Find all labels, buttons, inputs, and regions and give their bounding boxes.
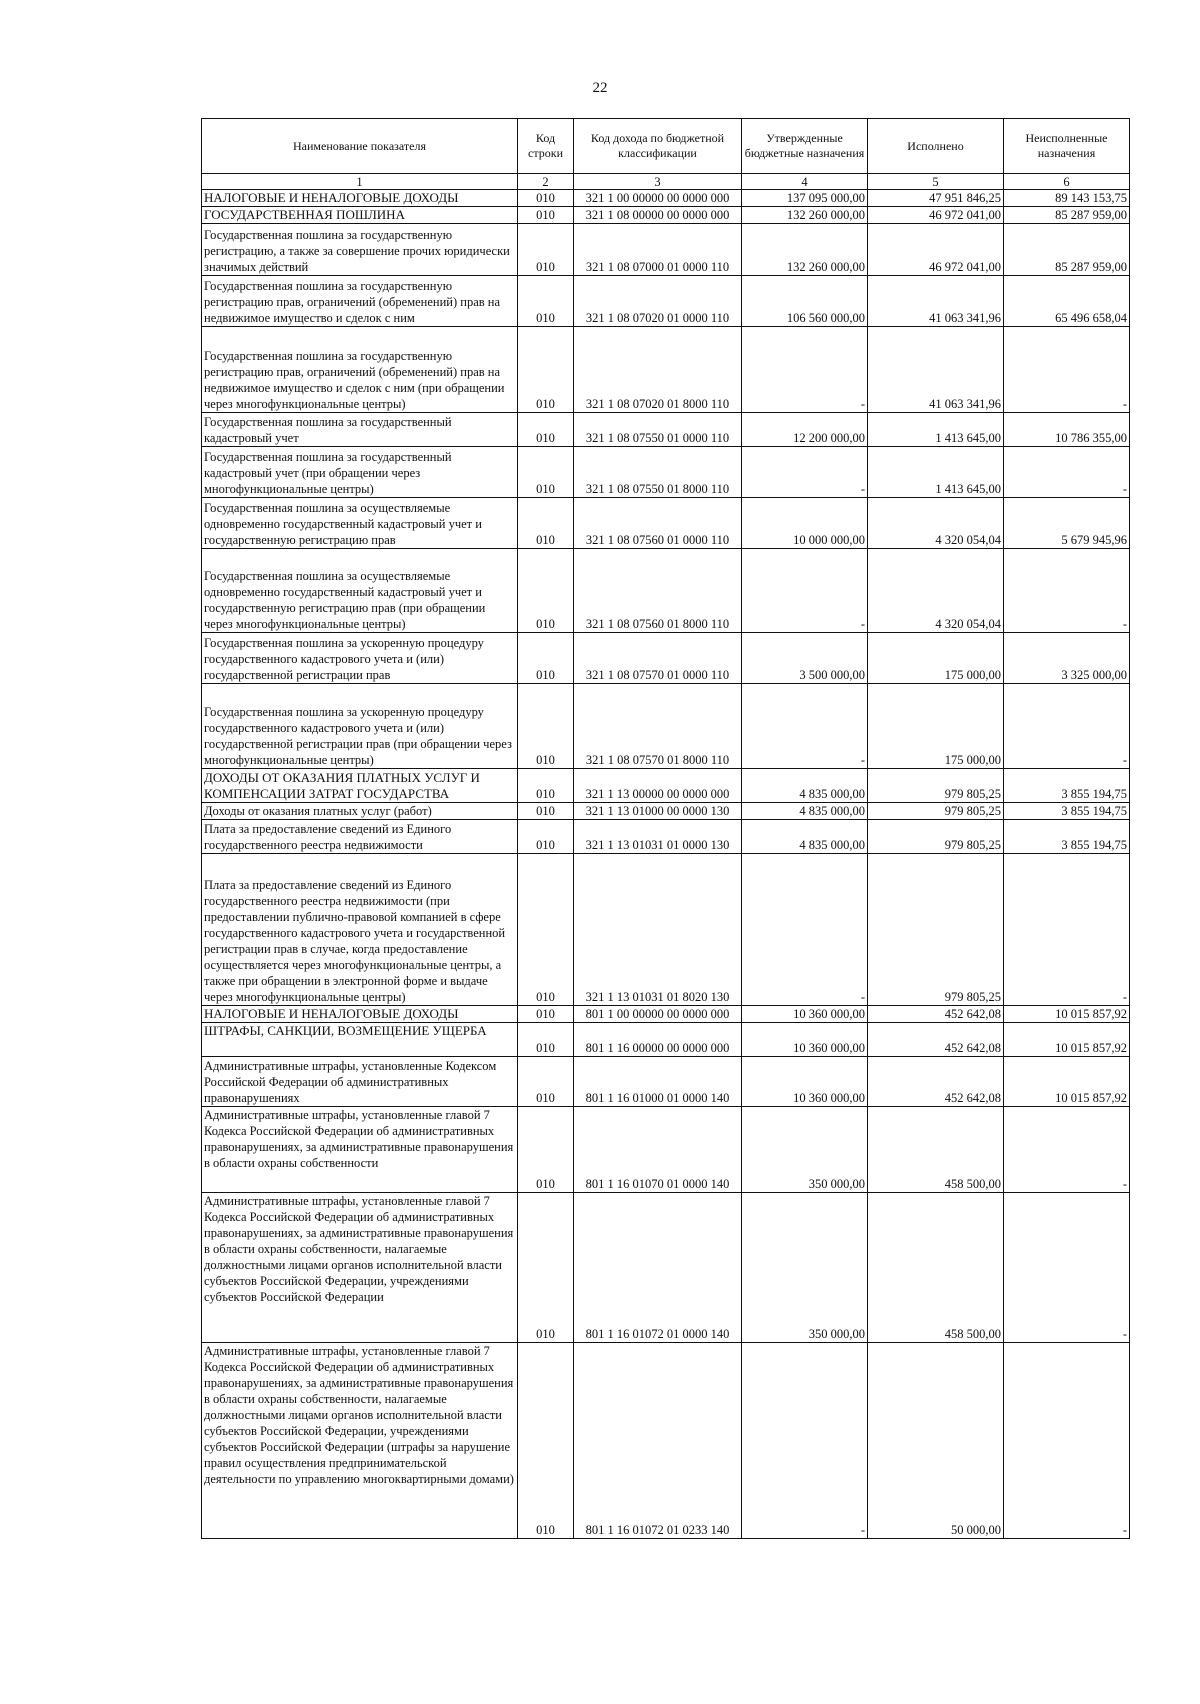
- row-line-code: 010: [518, 447, 574, 498]
- row-name: НАЛОГОВЫЕ И НЕНАЛОГОВЫЕ ДОХОДЫ: [202, 190, 518, 207]
- row-approved: 10 360 000,00: [742, 1006, 868, 1023]
- header-line-code: Код строки: [518, 119, 574, 174]
- row-name: Административные штрафы, установленные главой 7 Кодекса Российской Федерации об административных правонарушениях, за административные правонарушения в области охраны собственности: [202, 1107, 518, 1193]
- table-row: [202, 854, 1130, 1006]
- row-classification-code: 321 1 08 07000 01 0000 110: [574, 224, 742, 276]
- row-approved: 132 260 000,00: [742, 224, 868, 276]
- row-line-code: 010: [518, 276, 574, 327]
- row-name: Государственная пошлина за осуществляемые одновременно государственный кадастровый учет и государственную регистрацию прав (при обращении через многофункциональные центры): [202, 549, 518, 633]
- row-line-code: 010: [518, 224, 574, 276]
- row-unexecuted: 3 325 000,00: [1004, 633, 1130, 684]
- row-line-code: 010: [518, 1107, 574, 1193]
- row-classification-code: 801 1 16 01072 01 0233 140: [574, 1343, 742, 1539]
- row-name: Государственная пошлина за государственный кадастровый учет (при обращении через многофункциональные центры): [202, 447, 518, 498]
- table-row: [202, 447, 1130, 498]
- row-unexecuted: 3 855 194,75: [1004, 769, 1130, 803]
- row-line-code: 010: [518, 549, 574, 633]
- row-line-code: 010: [518, 854, 574, 1006]
- table-row: [202, 276, 1130, 327]
- row-name: Административные штрафы, установленные Кодексом Российской Федерации об административных правонарушениях: [202, 1057, 518, 1107]
- row-approved: 4 835 000,00: [742, 769, 868, 803]
- row-approved: 106 560 000,00: [742, 276, 868, 327]
- row-classification-code: 321 1 08 07570 01 8000 110: [574, 684, 742, 769]
- row-executed: 46 972 041,00: [868, 224, 1004, 276]
- row-executed: 1 413 645,00: [868, 447, 1004, 498]
- row-name: ГОСУДАРСТВЕННАЯ ПОШЛИНА: [202, 207, 518, 224]
- row-name: Государственная пошлина за ускоренную процедуру государственного кадастрового учета и (или) государственной регистрации прав (при обращении через многофункциональные центры): [202, 684, 518, 769]
- row-unexecuted: -: [1004, 1107, 1130, 1193]
- row-executed: 175 000,00: [868, 684, 1004, 769]
- row-name: ШТРАФЫ, САНКЦИИ, ВОЗМЕЩЕНИЕ УЩЕРБА: [202, 1023, 518, 1057]
- row-unexecuted: -: [1004, 854, 1130, 1006]
- row-line-code: 010: [518, 1343, 574, 1539]
- row-executed: 41 063 341,96: [868, 327, 1004, 413]
- row-executed: 50 000,00: [868, 1343, 1004, 1539]
- table-row: [202, 820, 1130, 854]
- row-line-code: 010: [518, 190, 574, 207]
- row-name: Государственная пошлина за государственную регистрацию прав, ограничений (обременений) прав на недвижимое имущество и сделок с ним (при обращении через многофункциональные центры): [202, 327, 518, 413]
- table-row: [202, 633, 1130, 684]
- header-approved-appropriations: Утвержденные бюджетные назначения: [742, 119, 868, 174]
- row-approved: 350 000,00: [742, 1193, 868, 1343]
- row-classification-code: 321 1 08 07550 01 8000 110: [574, 447, 742, 498]
- row-unexecuted: 3 855 194,75: [1004, 803, 1130, 820]
- row-unexecuted: 10 786 355,00: [1004, 413, 1130, 447]
- table-row: [202, 1023, 1130, 1057]
- row-classification-code: 801 1 00 00000 00 0000 000: [574, 1006, 742, 1023]
- column-number-row: [202, 174, 1130, 190]
- row-approved: 10 360 000,00: [742, 1023, 868, 1057]
- table-row: [202, 1193, 1130, 1343]
- row-approved: 10 360 000,00: [742, 1057, 868, 1107]
- row-line-code: 010: [518, 803, 574, 820]
- row-approved: -: [742, 684, 868, 769]
- row-unexecuted: -: [1004, 327, 1130, 413]
- row-unexecuted: 65 496 658,04: [1004, 276, 1130, 327]
- row-line-code: 010: [518, 1193, 574, 1343]
- row-name: Плата за предоставление сведений из Единого государственного реестра недвижимости: [202, 820, 518, 854]
- row-classification-code: 321 1 08 07570 01 0000 110: [574, 633, 742, 684]
- row-executed: 1 413 645,00: [868, 413, 1004, 447]
- row-line-code: 010: [518, 207, 574, 224]
- row-executed: 175 000,00: [868, 633, 1004, 684]
- row-classification-code: 321 1 13 01000 00 0000 130: [574, 803, 742, 820]
- row-line-code: 010: [518, 498, 574, 549]
- row-classification-code: 321 1 08 00000 00 0000 000: [574, 207, 742, 224]
- row-executed: 452 642,08: [868, 1006, 1004, 1023]
- row-executed: 979 805,25: [868, 820, 1004, 854]
- table-row: [202, 1343, 1130, 1539]
- budget-execution-table: [201, 118, 1130, 1539]
- row-unexecuted: 85 287 959,00: [1004, 207, 1130, 224]
- row-approved: 3 500 000,00: [742, 633, 868, 684]
- table-row: [202, 224, 1130, 276]
- row-name: Государственная пошлина за государственную регистрацию, а также за совершение прочих юридически значимых действий: [202, 224, 518, 276]
- row-executed: 41 063 341,96: [868, 276, 1004, 327]
- row-line-code: 010: [518, 633, 574, 684]
- row-classification-code: 321 1 08 07550 01 0000 110: [574, 413, 742, 447]
- table-row: [202, 1107, 1130, 1193]
- row-name: Государственная пошлина за ускоренную процедуру государственного кадастрового учета и (или) государственной регистрации прав: [202, 633, 518, 684]
- row-approved: 137 095 000,00: [742, 190, 868, 207]
- row-executed: 46 972 041,00: [868, 207, 1004, 224]
- row-approved: 12 200 000,00: [742, 413, 868, 447]
- row-name: Государственная пошлина за государственный кадастровый учет: [202, 413, 518, 447]
- row-unexecuted: 10 015 857,92: [1004, 1023, 1130, 1057]
- row-unexecuted: -: [1004, 1343, 1130, 1539]
- table-row: [202, 803, 1130, 820]
- row-classification-code: 321 1 08 07020 01 0000 110: [574, 276, 742, 327]
- row-line-code: 010: [518, 1057, 574, 1107]
- row-unexecuted: 89 143 153,75: [1004, 190, 1130, 207]
- row-unexecuted: 10 015 857,92: [1004, 1006, 1130, 1023]
- header-budget-classification-code: Код дохода по бюджетной классификации: [574, 119, 742, 174]
- row-classification-code: 801 1 16 01072 01 0000 140: [574, 1193, 742, 1343]
- row-classification-code: 321 1 13 01031 01 0000 130: [574, 820, 742, 854]
- table-row: [202, 327, 1130, 413]
- row-approved: 132 260 000,00: [742, 207, 868, 224]
- row-line-code: 010: [518, 820, 574, 854]
- table-row: [202, 190, 1130, 207]
- row-classification-code: 801 1 16 00000 00 0000 000: [574, 1023, 742, 1057]
- row-approved: -: [742, 1343, 868, 1539]
- row-unexecuted: -: [1004, 684, 1130, 769]
- row-executed: 4 320 054,04: [868, 549, 1004, 633]
- row-unexecuted: 85 287 959,00: [1004, 224, 1130, 276]
- table-row: [202, 1006, 1130, 1023]
- row-executed: 979 805,25: [868, 854, 1004, 1006]
- row-approved: -: [742, 549, 868, 633]
- row-approved: 4 835 000,00: [742, 803, 868, 820]
- row-classification-code: 801 1 16 01000 01 0000 140: [574, 1057, 742, 1107]
- table-row: [202, 498, 1130, 549]
- table-row: [202, 549, 1130, 633]
- row-approved: 4 835 000,00: [742, 820, 868, 854]
- row-line-code: 010: [518, 413, 574, 447]
- header-unexecuted-appropriations: Неисполненные назначения: [1004, 119, 1130, 174]
- row-unexecuted: -: [1004, 1193, 1130, 1343]
- row-line-code: 010: [518, 684, 574, 769]
- table-row: [202, 684, 1130, 769]
- column-number: 6: [1004, 174, 1130, 190]
- table-row: [202, 1057, 1130, 1107]
- row-unexecuted: 5 679 945,96: [1004, 498, 1130, 549]
- row-line-code: 010: [518, 1006, 574, 1023]
- row-approved: 10 000 000,00: [742, 498, 868, 549]
- row-line-code: 010: [518, 1023, 574, 1057]
- row-name: Государственная пошлина за государственную регистрацию прав, ограничений (обременений) прав на недвижимое имущество и сделок с ним: [202, 276, 518, 327]
- header-executed: Исполнено: [868, 119, 1004, 174]
- row-executed: 979 805,25: [868, 769, 1004, 803]
- row-name: Доходы от оказания платных услуг (работ): [202, 803, 518, 820]
- column-number: 5: [868, 174, 1004, 190]
- row-executed: 452 642,08: [868, 1023, 1004, 1057]
- row-approved: -: [742, 854, 868, 1006]
- column-number: 2: [518, 174, 574, 190]
- row-classification-code: 321 1 13 01031 01 8020 130: [574, 854, 742, 1006]
- column-number: 4: [742, 174, 868, 190]
- row-unexecuted: -: [1004, 549, 1130, 633]
- table-row: [202, 413, 1130, 447]
- column-number: 3: [574, 174, 742, 190]
- row-executed: 452 642,08: [868, 1057, 1004, 1107]
- header-indicator-name: Наименование показателя: [202, 119, 518, 174]
- row-line-code: 010: [518, 769, 574, 803]
- row-executed: 4 320 054,04: [868, 498, 1004, 549]
- row-executed: 47 951 846,25: [868, 190, 1004, 207]
- row-classification-code: 321 1 08 07020 01 8000 110: [574, 327, 742, 413]
- row-approved: -: [742, 447, 868, 498]
- row-classification-code: 321 1 13 00000 00 0000 000: [574, 769, 742, 803]
- row-name: Государственная пошлина за осуществляемые одновременно государственный кадастровый учет и государственную регистрацию прав: [202, 498, 518, 549]
- row-executed: 458 500,00: [868, 1193, 1004, 1343]
- row-name: Административные штрафы, установленные главой 7 Кодекса Российской Федерации об административных правонарушениях, за административные правонарушения в области охраны собственности, налагаемые должностными лицами органов исполнительной власти субъектов Российской Федерации, учреждениями субъектов Российской Федерации: [202, 1193, 518, 1343]
- row-classification-code: 321 1 00 00000 00 0000 000: [574, 190, 742, 207]
- table-row: [202, 769, 1130, 803]
- row-name: Административные штрафы, установленные главой 7 Кодекса Российской Федерации об административных правонарушениях, за административные правонарушения в области охраны собственности, налагаемые должностными лицами органов исполнительной власти субъектов Российской Федерации, учреждениями субъектов Российской Федерации (штрафы за нарушение правил осуществления предпринимательской деятельности по управлению многоквартирными домами): [202, 1343, 518, 1539]
- row-classification-code: 321 1 08 07560 01 8000 110: [574, 549, 742, 633]
- row-name: ДОХОДЫ ОТ ОКАЗАНИЯ ПЛАТНЫХ УСЛУГ И КОМПЕНСАЦИИ ЗАТРАТ ГОСУДАРСТВА: [202, 769, 518, 803]
- page-number: 22: [592, 80, 608, 96]
- row-unexecuted: 10 015 857,92: [1004, 1057, 1130, 1107]
- row-name: Плата за предоставление сведений из Единого государственного реестра недвижимости (при предоставлении публично-правовой компанией в сфере государственного кадастрового учета и государственной регистрации прав в случае, когда предоставление осуществляется через многофункциональные центры, а также при обращении в электронной форме и выдаче через многофункциональные центры): [202, 854, 518, 1006]
- row-unexecuted: 3 855 194,75: [1004, 820, 1130, 854]
- header-row: [202, 119, 1130, 174]
- row-unexecuted: -: [1004, 447, 1130, 498]
- row-name: НАЛОГОВЫЕ И НЕНАЛОГОВЫЕ ДОХОДЫ: [202, 1006, 518, 1023]
- row-executed: 979 805,25: [868, 803, 1004, 820]
- row-line-code: 010: [518, 327, 574, 413]
- row-approved: -: [742, 327, 868, 413]
- row-classification-code: 801 1 16 01070 01 0000 140: [574, 1107, 742, 1193]
- row-approved: 350 000,00: [742, 1107, 868, 1193]
- table-row: [202, 207, 1130, 224]
- row-executed: 458 500,00: [868, 1107, 1004, 1193]
- column-number: 1: [202, 174, 518, 190]
- row-classification-code: 321 1 08 07560 01 0000 110: [574, 498, 742, 549]
